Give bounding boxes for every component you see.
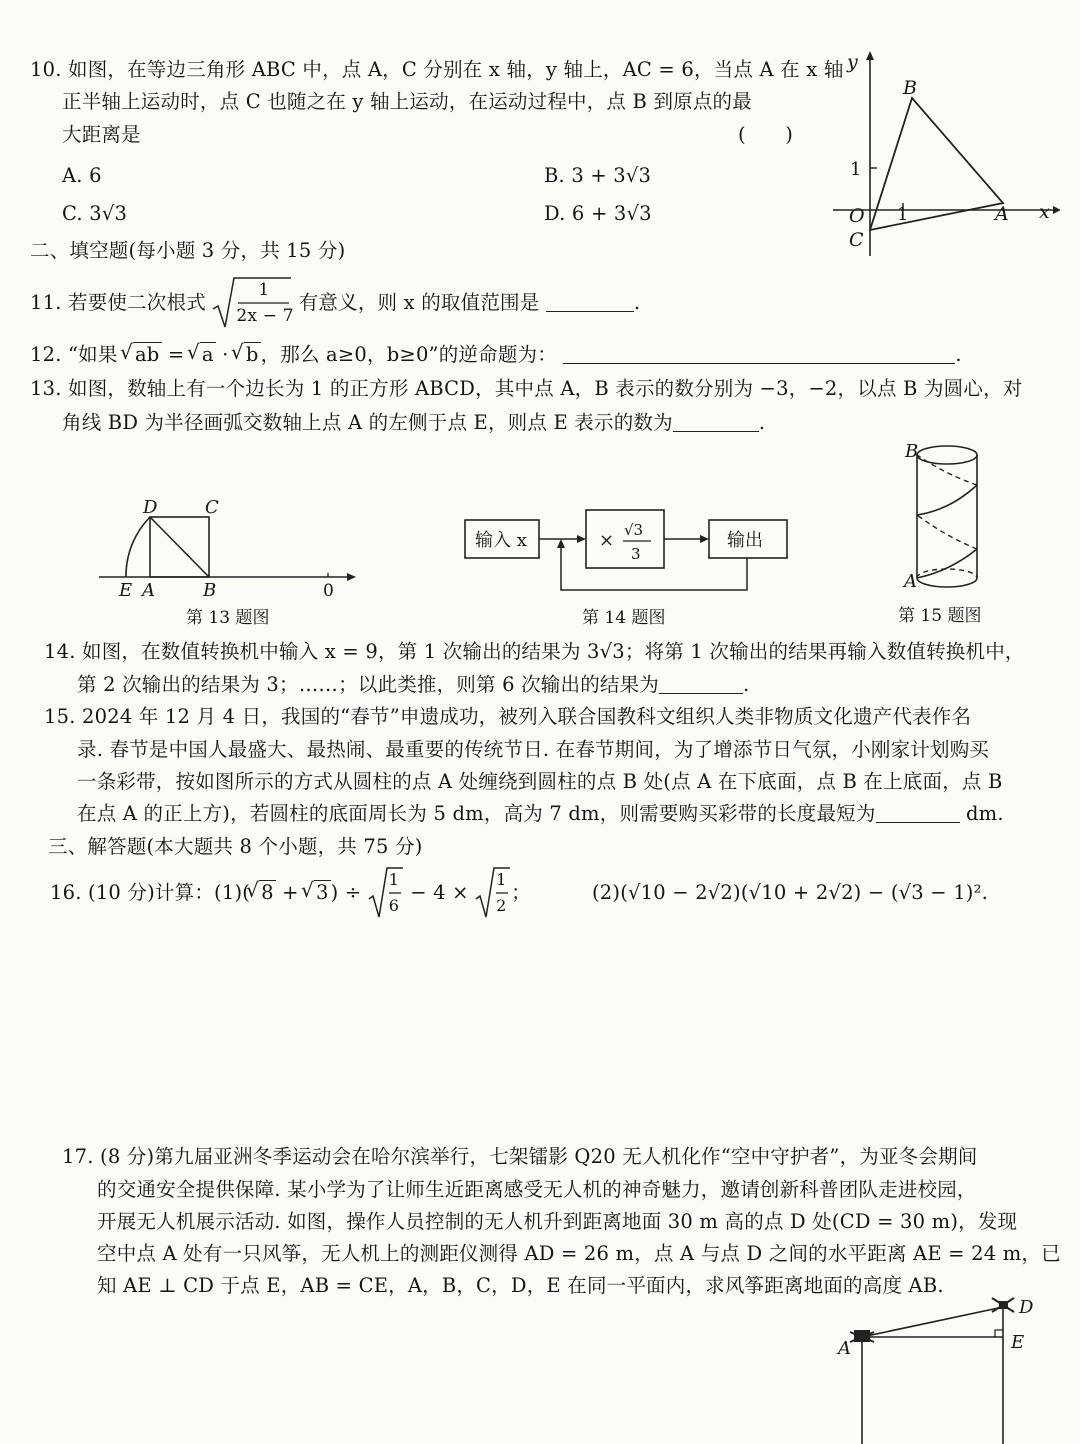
q17-line2: 的交通安全提供保障. 某小学为了让师生近距离感受无人机的神奇魅力，邀请创新科普团队走进校园， — [97, 1178, 977, 1201]
figure-14 — [455, 500, 800, 600]
q13-line2: 角线 BD 为半径画弧交数轴上点 A 的左侧于点 E，则点 E 表示的数为 . — [62, 411, 766, 434]
q11-answer-blank — [546, 291, 634, 312]
q15-line1: 15. 2024 年 12 月 4 日，我国的“春节”申遗成功，被列入联合国教科文组织人类非物质文化遗产代表作名 — [44, 705, 972, 728]
x-unit-label: 1 — [897, 204, 909, 225]
q17-line4: 空中点 A 处有一只风筝，无人机上的测距仪测得 AD = 26 m，点 A 与点 D 之间的水平距离 AE = 24 m，已 — [97, 1242, 1061, 1265]
q14-line1: 14. 如图，在数值转换机中输入 x = 9，第 1 次输出的结果为 3√3；将第 1 次输出的结果再输入数值转换机中， — [44, 640, 1025, 663]
q11-suffix: 有意义，则 x 的取值范围是 — [298, 291, 540, 314]
q15-unit: dm. — [965, 802, 1004, 825]
feedback-loop — [561, 548, 747, 590]
point-d-label: D — [143, 497, 158, 518]
q16-sqrt-8: √ 8 — [250, 880, 276, 906]
ribbon-front-2 — [917, 485, 977, 515]
fraction-denominator: 3 — [631, 545, 641, 563]
q10-line2: 正半轴上运动时，点 C 也随之在 y 轴上运动，在运动过程中，点 B 到原点的最 — [62, 90, 752, 113]
q12-answer-blank — [563, 343, 955, 364]
q12-sqrt-a: √ a — [191, 342, 216, 368]
x-label: x — [1039, 201, 1050, 223]
multiply-sign: × — [599, 530, 615, 551]
q15-answer-blank — [876, 802, 960, 823]
q14-answer-blank — [659, 673, 743, 694]
q12-text: 12. “如果 √ ab = √ a · √ b ，那么 a≥0，b≥0”的逆命题为： . — [30, 342, 962, 368]
origin-label: O — [849, 205, 865, 227]
q11-denominator: 2x − 7 — [236, 305, 294, 326]
y-unit-label: 1 — [850, 159, 862, 180]
zero-label: 0 — [323, 581, 334, 601]
q17-line1: 17. (8 分)第九届亚洲冬季运动会在哈尔滨举行，七架镭影 Q20 无人机化作“空中守护者”，为亚冬会期间 — [62, 1145, 978, 1168]
q11-numerator: 1 — [258, 279, 270, 300]
q16-part2: (2)(√10 − 2√2)(√10 + 2√2) − (√3 − 1)². — [592, 881, 989, 904]
output-label: 输出 — [727, 530, 763, 551]
figure-15 — [895, 435, 995, 600]
q16-sqrt-one-sixth: 1 6 — [368, 881, 404, 907]
q13-line1: 13. 如图，数轴上有一个边长为 1 的正方形 ABCD，其中点 A，B 表示的数分别为 −3，−2，以点 B 为圆心，对 — [30, 377, 1023, 400]
cylinder-bottom-back — [917, 569, 977, 578]
point-c-label-13: C — [205, 497, 219, 518]
figure-13 — [95, 495, 360, 605]
point-b-label-15: B — [905, 441, 919, 462]
figure-14-caption: 第 14 题图 — [582, 608, 666, 628]
q17-line5: 知 AE ⊥ CD 于点 E，AB = CE，A，B，C，D，E 在同一平面内，求风筝距离地面的高度 AB. — [97, 1274, 944, 1297]
section-3-heading: 三、解答题(本大题共 8 个小题，共 75 分) — [48, 835, 423, 858]
point-b-label-13: B — [203, 580, 217, 601]
number-line-arrow — [347, 573, 356, 581]
q11-text: 11. 若要使二次根式 1 2x − 7 有意义，则 x 的取值范围是 . — [30, 290, 640, 317]
section-2-heading: 二、填空题(每小题 3 分，共 15 分) — [30, 239, 346, 262]
q10-line3: 大距离是 — [62, 123, 141, 146]
q12-prefix: 12. “如果 — [30, 343, 124, 366]
fraction-numerator: √3 — [624, 521, 644, 539]
point-e-label: E — [119, 580, 133, 601]
figure-13-caption: 第 13 题图 — [186, 608, 270, 628]
point-b-label: B — [903, 77, 917, 99]
q15-line2: 录. 春节是中国人最盛大、最热闹、最重要的传统节日. 在春节期间，为了增添节日气氛，小刚家计划购买 — [77, 738, 990, 761]
arc-de — [126, 517, 150, 577]
q15-line3: 一条彩带，按如图所示的方式从圆柱的点 A 处缠绕到圆柱的点 B 处(点 A 在下底面，点 B 在上底面，点 B — [77, 770, 1003, 793]
q10-option-b: B. 3 + 3√3 — [544, 164, 652, 187]
q14-line2: 第 2 次输出的结果为 3；……；以此类推，则第 6 次输出的结果为 . — [77, 673, 750, 696]
diagonal-bd — [150, 517, 209, 577]
point-d-label-17: D — [1019, 1297, 1034, 1318]
multiply-box — [586, 510, 664, 568]
point-a-label-15: A — [904, 571, 917, 592]
input-label: 输入 x — [475, 530, 527, 551]
point-c-label: C — [849, 229, 864, 251]
q11-prefix: 11. 若要使二次根式 — [30, 291, 206, 314]
q17-line3: 开展无人机展示活动. 如图，操作人员控制的无人机升到距离地面 30 m 高的点 D 处(CD = 30 m)，发现 — [97, 1210, 1018, 1233]
q12-sqrt-ab: √ ab — [124, 342, 162, 368]
figure-15-caption: 第 15 题图 — [898, 606, 982, 626]
point-e-label-17: E — [1011, 1332, 1025, 1353]
q10-option-d: D. 6 + 3√3 — [544, 202, 652, 225]
q12-suffix: ，那么 a≥0，b≥0”的逆命题为： — [260, 343, 557, 366]
y-label: y — [847, 51, 858, 73]
ribbon-back-2 — [917, 455, 977, 485]
x-axis-arrow — [1053, 206, 1060, 214]
q10-line1: 10. 如图，在等边三角形 ABC 中，点 A，C 分别在 x 轴，y 轴上，AC = 6，当点 A 在 x 轴 — [30, 58, 844, 81]
q16-sqrt-one-half: 1 2 — [475, 881, 511, 907]
y-axis-arrow — [866, 51, 874, 60]
q10-option-c: C. 3√3 — [62, 202, 128, 225]
q16-sqrt-3: √ 3 — [305, 880, 331, 906]
q10-answer-paren: ( ) — [738, 123, 794, 146]
q11-radical — [212, 279, 294, 326]
right-angle-mark — [995, 1330, 1003, 1337]
segment-ad — [862, 1307, 1003, 1337]
q15-line4: 在点 A 的正上方)，若圆柱的底面周长为 5 dm，高为 7 dm，则需要购买彩带的长度最短为 dm. — [77, 802, 1004, 825]
q12-sqrt-b: √ b — [235, 342, 261, 368]
ribbon-back-1 — [917, 515, 977, 549]
point-a-label-17: A — [838, 1338, 851, 1359]
cylinder-bottom-front — [917, 578, 977, 587]
figure-17 — [830, 1290, 1070, 1444]
point-a-label-13: A — [142, 580, 155, 601]
point-a-label: A — [995, 203, 1009, 225]
q13-answer-blank — [673, 411, 759, 432]
q10-option-a: A. 6 — [62, 164, 102, 187]
q16-part1: 16. (10 分)计算：(1)(√ 8 + √ 3 ) ÷ 1 6 − 4 × 1 2 ； — [50, 880, 531, 907]
ribbon-front-1 — [917, 549, 977, 578]
q10-figure — [825, 48, 1060, 263]
